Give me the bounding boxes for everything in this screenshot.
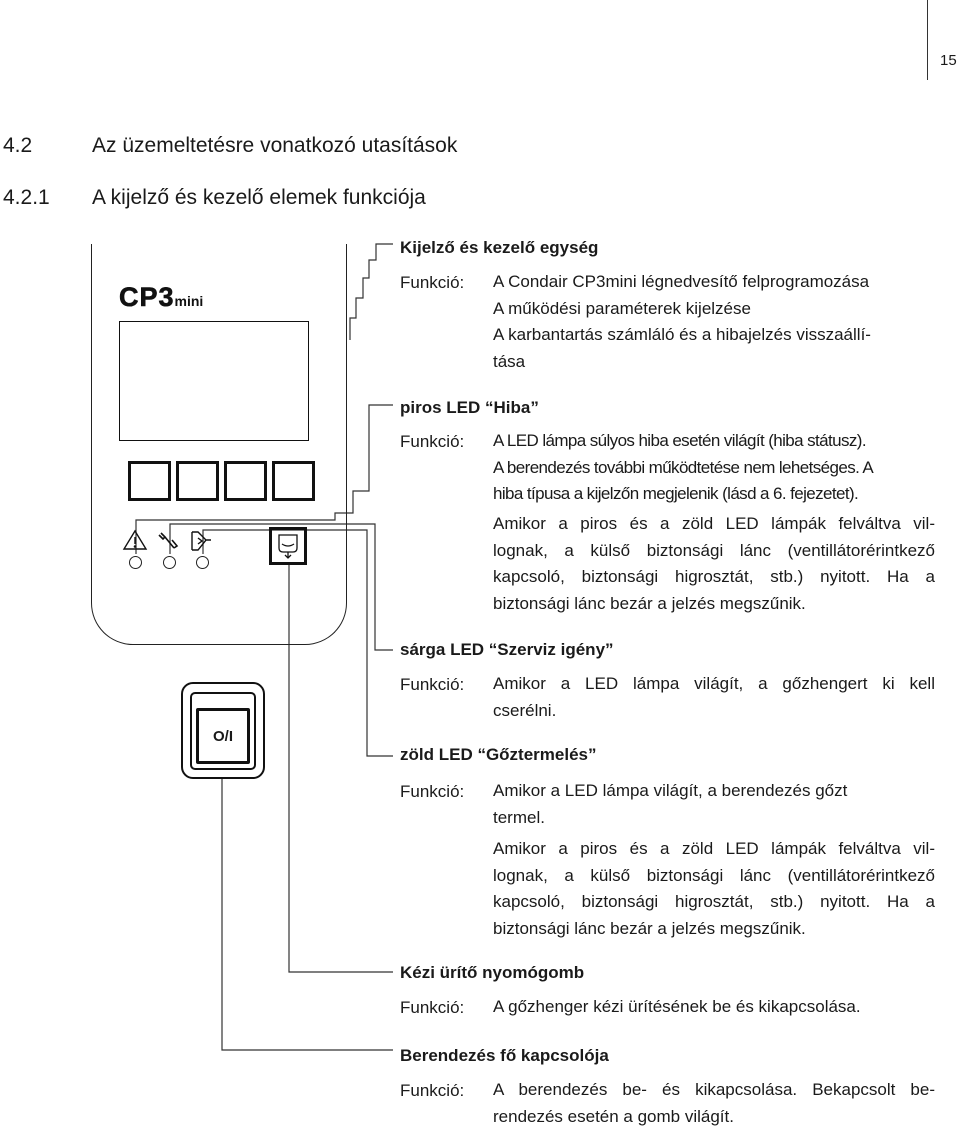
- text-line: rendezés esetén a gomb világít.: [493, 1104, 935, 1130]
- keypad-key-3[interactable]: [224, 461, 267, 501]
- function-label: Funkció:: [400, 432, 464, 452]
- section-yellow-led-title: sárga LED “Szerviz igény”: [400, 640, 614, 660]
- steam-icon: [192, 532, 211, 550]
- section-green-led-text: [493, 778, 935, 831]
- text-line: A működési paraméterek kijelzése: [493, 296, 935, 323]
- yellow-led: [163, 556, 176, 569]
- section-green-led-title: zöld LED “Gőztermelés”: [400, 745, 596, 765]
- section-drain-button-title: Kézi ürítő nyomógomb: [400, 963, 584, 983]
- text-line: hiba típusa a kijelzőn megjelenik (lásd a 6. fejezetet).: [493, 481, 935, 508]
- section-display-title: Kijelző és kezelő egység: [400, 238, 598, 258]
- subsection-title: A kijelző és kezelő elemek funkciója: [92, 186, 426, 210]
- red-led: [129, 556, 142, 569]
- text-line: Amikor a LED lámpa világít, a berendezés gőzt: [493, 778, 935, 805]
- green-led: [196, 556, 209, 569]
- section-green-led-text-2: [493, 836, 935, 942]
- text-line: biztonsági lánc bezár a jelzés megszűnik.: [493, 591, 935, 618]
- text-line: A karbantartás számláló és a hibajelzés visszaállí-: [493, 322, 935, 349]
- section-main-switch-text: [493, 1077, 935, 1130]
- section-red-led-text: [493, 428, 935, 508]
- text-line: A LED lámpa súlyos hiba esetén világít (hiba státusz).: [493, 428, 935, 455]
- function-label: Funkció:: [400, 273, 464, 293]
- subsection-number: 4.2.1: [3, 186, 50, 210]
- section-yellow-led-text: [493, 671, 935, 724]
- warning-triangle-icon: [124, 531, 146, 549]
- section-drain-button-text: [493, 994, 935, 1021]
- drain-icon: [272, 530, 304, 562]
- section-red-led-title: piros LED “Hiba”: [400, 398, 539, 418]
- section-red-led-text-2: [493, 511, 935, 617]
- leader-main-switch: [222, 779, 393, 1050]
- text-line: biztonsági lánc bezár a jelzés megszűnik.: [493, 916, 935, 943]
- keypad-key-4[interactable]: [272, 461, 315, 501]
- function-label: Funkció:: [400, 998, 464, 1018]
- text-line: tása: [493, 349, 935, 376]
- text-line: Amikor a piros és a zöld LED lámpák felváltva vil-: [493, 511, 935, 538]
- function-label: Funkció:: [400, 782, 464, 802]
- text-line: kapcsoló, biztonsági higrosztát, stb.) nyitott. Ha a: [493, 564, 935, 591]
- main-switch-label: O/I: [213, 728, 233, 745]
- logo-sub: mini: [175, 293, 204, 309]
- display-screen: [119, 321, 309, 441]
- text-line: A Condair CP3mini légnedvesítő felprogramozása: [493, 269, 935, 296]
- section-number: 4.2: [3, 134, 32, 158]
- logo-main: CP3: [119, 282, 175, 312]
- section-display-text: [493, 269, 935, 375]
- text-line: kapcsoló, biztonsági higrosztát, stb.) nyitott. Ha a: [493, 889, 935, 916]
- wrench-icon: [159, 533, 177, 548]
- status-icons: [122, 528, 222, 554]
- main-switch[interactable]: [196, 708, 250, 764]
- function-label: Funkció:: [400, 675, 464, 695]
- text-line: lognak, a külső biztonsági lánc (ventillátorérintkező: [493, 863, 935, 890]
- text-line: cserélni.: [493, 698, 935, 725]
- page-number: 15: [940, 52, 957, 69]
- keypad-key-1[interactable]: [128, 461, 171, 501]
- text-line: termel.: [493, 805, 935, 832]
- text-line: Amikor a piros és a zöld LED lámpák felváltva vil-: [493, 836, 935, 863]
- text-line: lognak, a külső biztonsági lánc (ventillátorérintkező: [493, 538, 935, 565]
- function-label: Funkció:: [400, 1081, 464, 1101]
- device-logo: [119, 282, 203, 313]
- leader-display: [350, 244, 393, 340]
- keypad-key-2[interactable]: [176, 461, 219, 501]
- text-line: A berendezés további működtetése nem lehetséges. A: [493, 455, 935, 482]
- drain-button[interactable]: [269, 527, 307, 565]
- text-line: Amikor a LED lámpa világít, a gőzhengert ki kell: [493, 671, 935, 698]
- text-line: A berendezés be- és kikapcsolása. Bekapcsolt be-: [493, 1077, 935, 1104]
- section-main-switch-title: Berendezés fő kapcsolója: [400, 1046, 609, 1066]
- section-title: Az üzemeltetésre vonatkozó utasítások: [92, 134, 457, 158]
- text-line: A gőzhenger kézi ürítésének be és kikapcsolása.: [493, 994, 935, 1021]
